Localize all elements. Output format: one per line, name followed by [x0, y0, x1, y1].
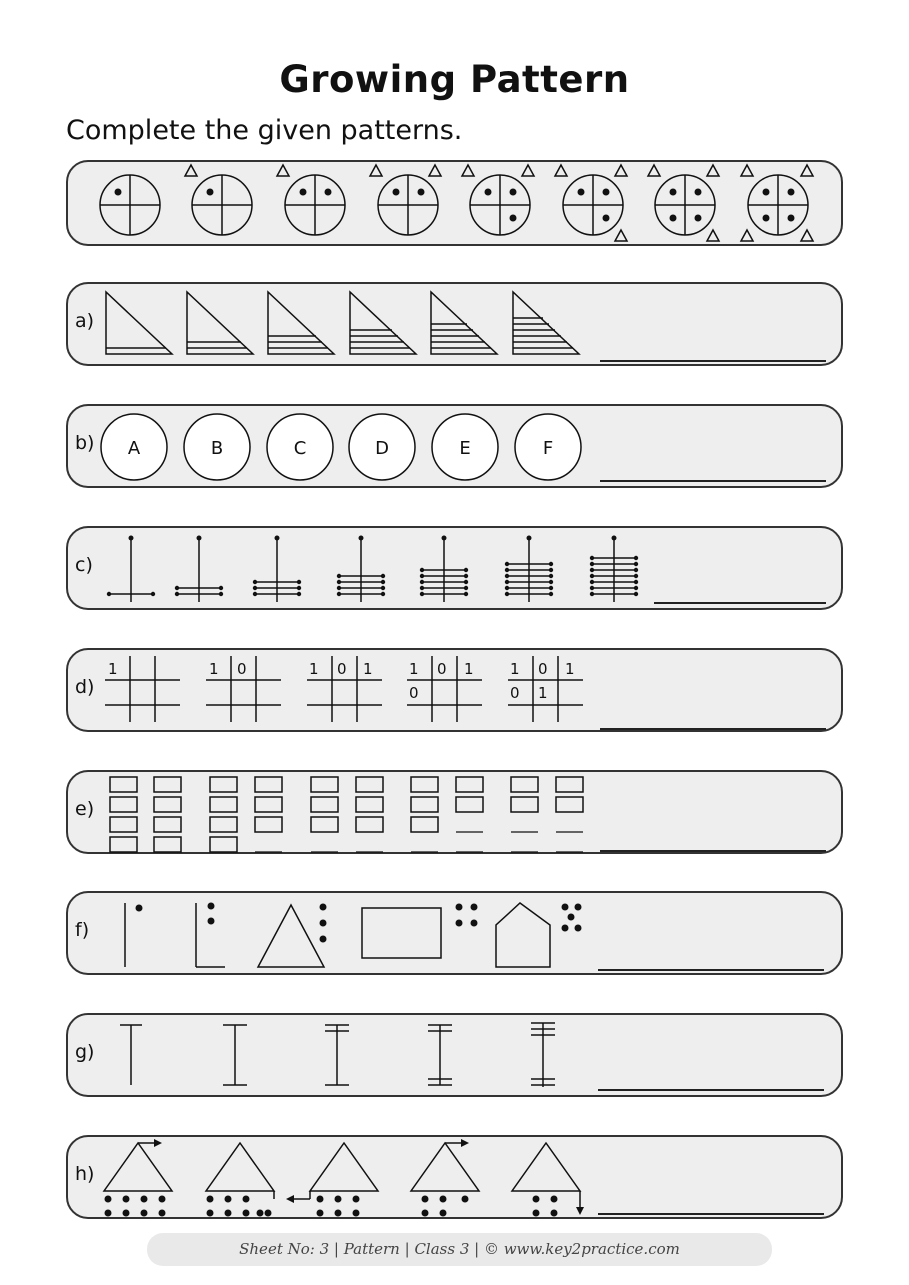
row-label: f)	[75, 919, 90, 941]
answer-line[interactable]	[600, 480, 826, 482]
svg-text:1: 1	[108, 660, 118, 678]
row-label: c)	[75, 554, 93, 576]
row-label: a)	[75, 310, 95, 332]
circle-letter: C	[293, 438, 307, 459]
svg-text:1: 1	[409, 660, 419, 678]
svg-text:0: 0	[538, 660, 548, 678]
circle-letter: D	[375, 438, 389, 459]
row-label: e)	[75, 798, 95, 820]
svg-text:1: 1	[510, 660, 520, 678]
footer: Sheet No: 3 | Pattern | Class 3 | © www.key2practice.com	[147, 1233, 772, 1266]
row-label: d)	[75, 676, 95, 698]
svg-text:0: 0	[409, 684, 419, 702]
pattern-row-c	[66, 526, 843, 610]
circle-letter: E	[459, 438, 471, 459]
page-title: Growing Pattern	[279, 58, 630, 101]
svg-text:0: 0	[437, 660, 447, 678]
svg-text:1: 1	[363, 660, 373, 678]
svg-text:0: 0	[337, 660, 347, 678]
svg-text:1: 1	[565, 660, 575, 678]
svg-text:1: 1	[209, 660, 219, 678]
pattern-row-f	[66, 891, 843, 975]
circle-pattern-figures	[68, 162, 845, 248]
svg-text:1: 1	[464, 660, 474, 678]
answer-line[interactable]	[600, 728, 826, 730]
pattern-row-g	[66, 1013, 843, 1097]
pattern-row-e	[66, 770, 843, 854]
example-pattern-row	[66, 160, 843, 246]
i-beam-figures	[68, 1015, 845, 1099]
circle-letter: B	[210, 438, 224, 459]
row-label: g)	[75, 1041, 95, 1063]
answer-line[interactable]	[600, 850, 826, 852]
svg-text:1: 1	[309, 660, 319, 678]
triangle-stripe-figures	[68, 284, 845, 368]
instruction-text: Complete the given patterns.	[66, 115, 463, 146]
tic-tac-toe-figures	[68, 650, 845, 734]
pattern-row-d	[66, 648, 843, 732]
answer-line[interactable]	[600, 360, 826, 362]
pattern-row-a	[66, 282, 843, 366]
circle-letter: F	[542, 438, 554, 459]
svg-text:0: 0	[237, 660, 247, 678]
circle-letter: A	[127, 438, 141, 459]
pattern-row-h	[66, 1135, 843, 1219]
answer-line[interactable]	[598, 1213, 824, 1215]
triangle-arrow-dot-figures	[68, 1137, 845, 1221]
answer-line[interactable]	[598, 969, 824, 971]
row-label: b)	[75, 432, 95, 454]
box-stack-figures	[68, 772, 845, 856]
answer-line[interactable]	[654, 602, 826, 604]
pole-rung-figures	[68, 528, 845, 612]
svg-text:0: 0	[510, 684, 520, 702]
pattern-row-b	[66, 404, 843, 488]
answer-line[interactable]	[598, 1089, 824, 1091]
letter-circle-figures	[68, 406, 845, 490]
shape-dot-figures	[68, 893, 845, 977]
row-label: h)	[75, 1163, 95, 1185]
svg-text:1: 1	[538, 684, 548, 702]
